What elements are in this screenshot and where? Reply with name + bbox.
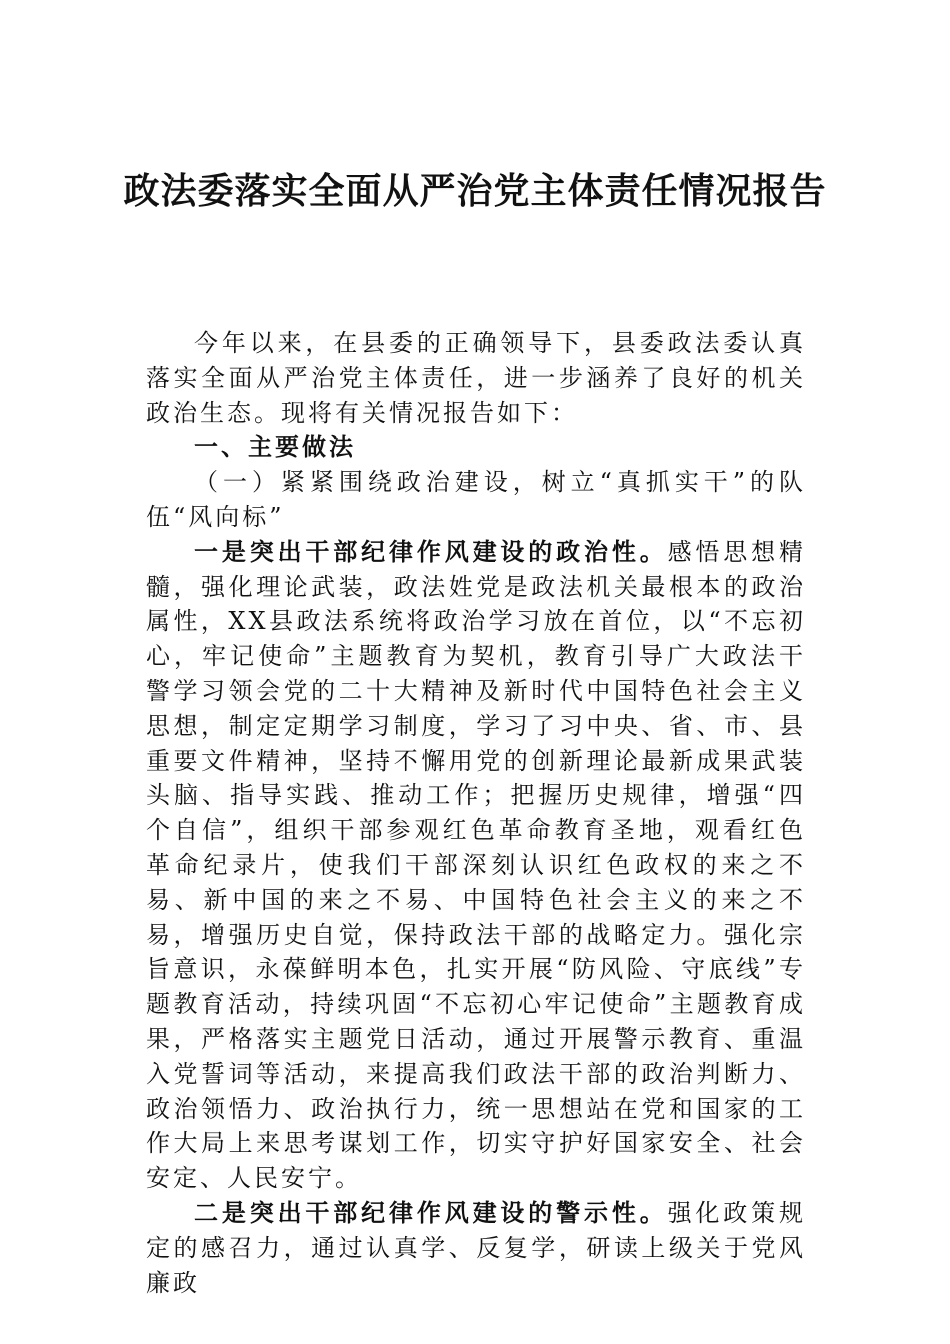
document-title: 政法委落实全面从严治党主体责任情况报告 [123,170,827,212]
paragraph-text-1: 感悟思想精髓，强化理论武装，政法姓党是政法机关最根本的政治属性，XX县政法系统将政治学习放在首位，以“不忘初心，牢记使命”主题教育为契机，教育引导广大政法干警学习领会党的二十大精神及新时代中国特色社会主义思想，制定定期学习制度，学习了习中央、省、市、县重要文件精神，坚持不懈用党的创新理论最新成果武装头脑、指导实践、推动工作；把握历史规律，增强“四个自信”，组织干部参观红色革命教育圣地，观看红色革命纪录片，使我们干部深刻认识红色政权的来之不易、新中国的来之不易、中国特色社会主义的来之不易，增强历史自觉，保持政法干部的战略定力。强化宗旨意识，永葆鲜明本色，扎实开展“防风险、守底线”专题教育活动，持续巩固“不忘初心牢记使命”主题教育成果，严格落实主题党日活动，通过开展警示教育、重温入党誓词等活动，来提高我们政法干部的政治判断力、政治领悟力、政治执行力，统一思想站在党和国家的工作大局上来思考谋划工作，切实守护好国家安全、社会安定、人民安宁。 [146,537,807,1193]
body-paragraph-2 [146,1196,806,1300]
body-paragraph-1 [146,535,806,1196]
paragraph-lead-1: 一是突出干部纪律作风建设的政治性。 [194,537,668,566]
paragraph-text-2: 强化政策规定的感召力，通过认真学、反复学，研读上级关于党风廉政 [146,1198,807,1297]
paragraph-lead-2: 二是突出干部纪律作风建设的警示性。 [194,1198,668,1227]
section-heading: 一、主要做法 [194,433,356,462]
document-body [146,326,806,1300]
subsection-heading: （一）紧紧围绕政治建设，树立“真抓实干”的队伍“风向标” [146,468,806,531]
intro-paragraph: 今年以来，在县委的正确领导下，县委政法委认真落实全面从严治党主体责任，进一步涵养了良好的机关政治生态。现将有关情况报告如下： [146,329,806,427]
